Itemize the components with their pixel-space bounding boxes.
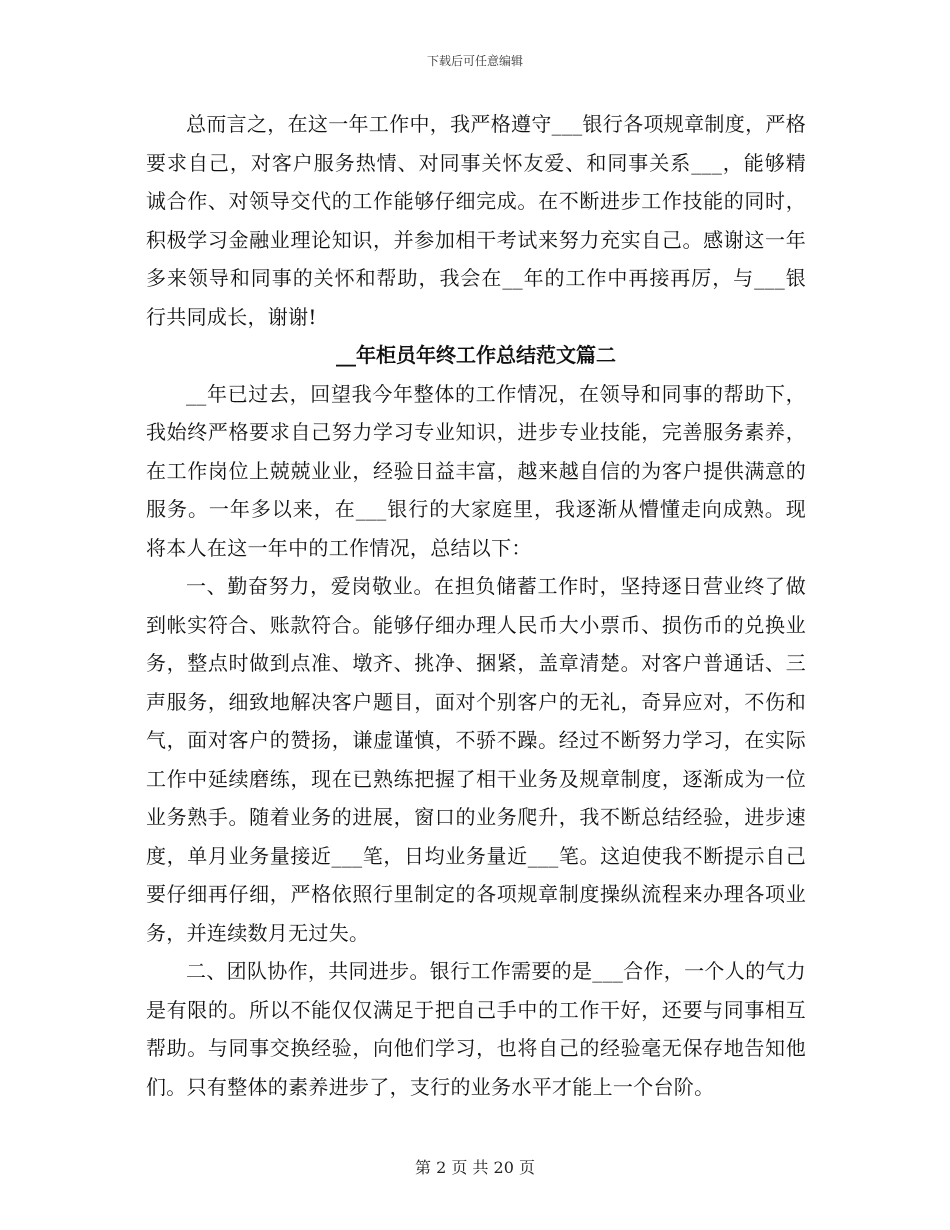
paragraph-intro: __年已过去，回望我今年整体的工作情况，在领导和同事的帮助下，我始终严格要求自己努力学习专业知识，进步专业技能，完善服务素养，在工作岗位上兢兢业业，经验日益丰富，越来越自信的为客户提供满意的服务。一年多以来，在___银行的大家庭里，我逐渐从懵懂走向成熟。现将本人在这一年中的工作情况，总结以下： — [146, 381, 806, 560]
paragraph-point-two: 二、团队协作，共同进步。银行工作需要的是___合作，一个人的气力是有限的。所以不能仅仅满足于把自己手中的工作干好，还要与同事相互帮助。与同事交换经验，向他们学习，也将自己的经验毫无保存地告知他们。只有整体的素养进步了，支行的业务水平才能上一个台阶。 — [146, 959, 806, 1099]
paragraph-point-one: 一、勤奋努力，爱岗敬业。在担负储蓄工作时，坚持逐日营业终了做到帐实符合、账款符合。能够仔细办理人民币大小票币、损伤币的兑换业务，整点时做到点准、墩齐、挑净、捆紧，盖章清楚。对客户普通话、三声服务，细致地解决客户题目，面对个别客户的无礼，奇异应对，不伤和气，面对客户的赞扬，谦虚谨慎，不骄不躁。经过不断努力学习，在实际工作中延续磨练，现在已熟练把握了相干业务及规章制度，逐渐成为一位业务熟手。随着业务的进展，窗口的业务爬升，我不断总结经验，进步速度，单月业务量接近___笔，日均业务量近___笔。这迫使我不断提示自己要仔细再仔细，严格依照行里制定的各项规章制度操纵流程来办理各项业务，并连续数月无过失。 — [146, 574, 806, 945]
page-number: 第 2 页 共 20 页 — [415, 1158, 535, 1177]
section-title: __年柜员年终工作总结范文篇二 — [336, 343, 616, 367]
page-header: 下载后可任意编辑 — [426, 54, 523, 68]
paragraph-conclusion: 总而言之，在这一年工作中，我严格遵守___银行各项规章制度，严格要求自己，对客户服务热情、对同事关怀友爱、和同事关系___，能够精诚合作、对领导交代的工作能够仔细完成。在不断进步工作技能的同时，积极学习金融业理论知识，并参加相干考试来努力充实自己。感谢这一年多来领导和同事的关怀和帮助，我会在__年的工作中再接再厉，与___银行共同成长，谢谢! — [146, 112, 806, 329]
document-body — [146, 105, 806, 1106]
